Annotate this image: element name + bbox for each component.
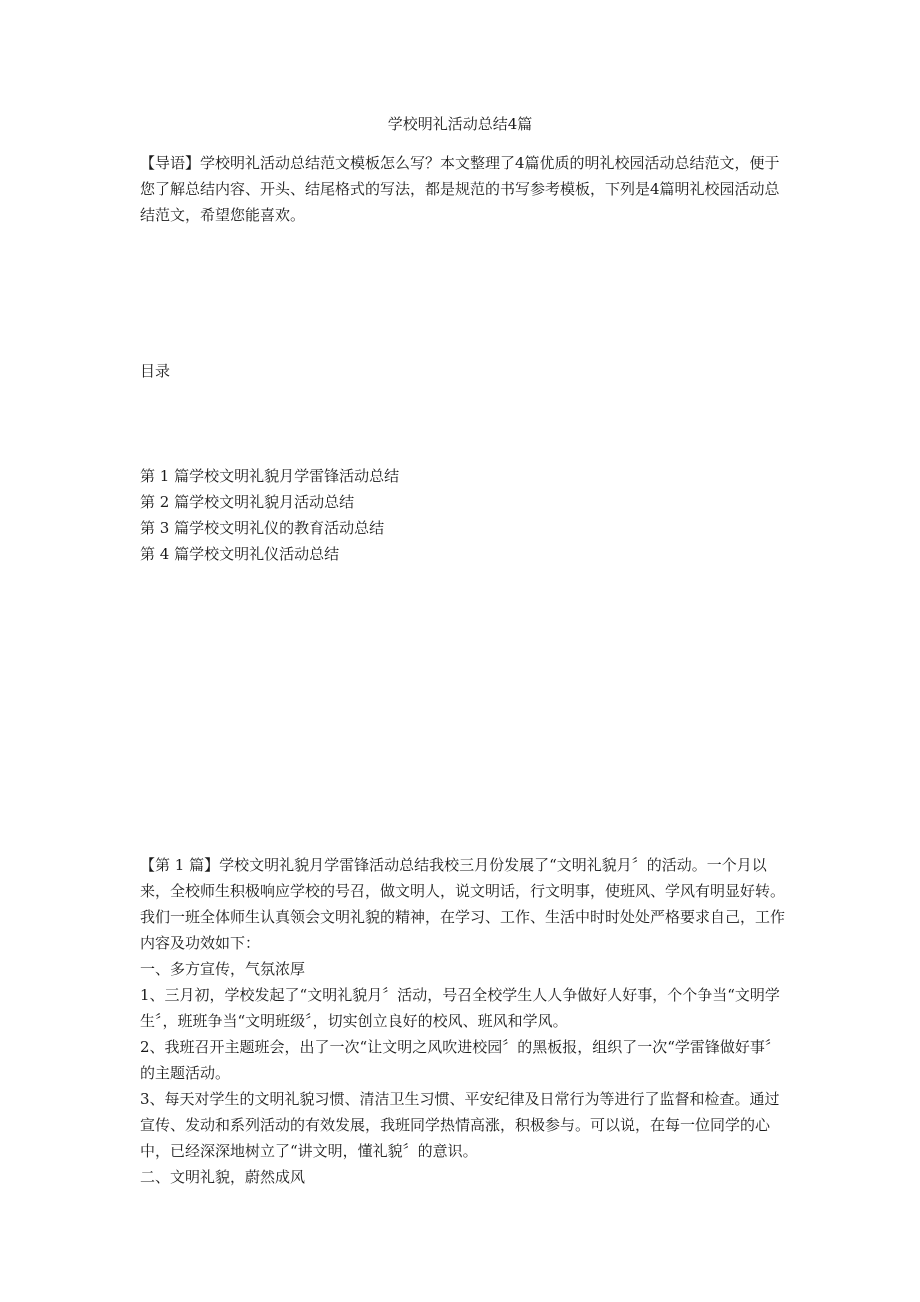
toc-heading: 目录 <box>140 362 171 380</box>
toc-item-3[interactable]: 第 3 篇学校文明礼仪的教育活动总结 <box>140 519 385 537</box>
toc-item-4[interactable]: 第 4 篇学校文明礼仪活动总结 <box>140 545 340 563</box>
article-1-section <box>140 852 792 1190</box>
table-of-contents <box>140 463 399 567</box>
toc-item-1[interactable]: 第 1 篇学校文明礼貌月学雷锋活动总结 <box>140 467 400 485</box>
article-1-opening-paragraph: 【第 1 篇】学校文明礼貌月学雷锋活动总结我校三月份发展了“文明礼貌月〞的活动。一个月以来，全校师生积极响应学校的号召，做文明人，说文明话，行文明事，使班风、学风有明显好转。我们一班全体师生认真领会文明礼貌的精神，在学习、工作、生活中时时处处严格要求自己，工作内容及功效如下： <box>140 856 786 952</box>
section-heading-2: 二、文明礼貌，蔚然成风 <box>140 1168 306 1186</box>
list-item: 1、三月初，学校发起了“文明礼貌月〞活动，号召全校学生人人争做好人好事，个个争当“文明学生〞，班班争当“文明班级〞，切实创立良好的校风、班风和学风。 <box>140 986 780 1030</box>
document-title: 学校明礼活动总结4篇 <box>387 115 533 133</box>
toc-item-2[interactable]: 第 2 篇学校文明礼貌月活动总结 <box>140 493 355 511</box>
list-item: 2、我班召开主题班会，出了一次“让文明之风吹进校园〞的黑板报，组织了一次“学雷锋做好事〞的主题活动。 <box>140 1038 780 1082</box>
list-item: 3、每天对学生的文明礼貌习惯、清洁卫生习惯、平安纪律及日常行为等进行了监督和检查。通过宣传、发动和系列活动的有效发展，我班同学热情高涨，积极参与。可以说，在每一位同学的心中，已经深深地树立了“讲文明，懂礼貌〞的意识。 <box>140 1090 780 1160</box>
section-heading-1: 一、多方宣传，气氛浓厚 <box>140 960 306 978</box>
intro-paragraph: 【导语】学校明礼活动总结范文模板怎么写？本文整理了4篇优质的明礼校园活动总结范文，便于您了解总结内容、开头、结尾格式的写法，都是规范的书写参考模板，下列是4篇明礼校园活动总结范文，希望您能喜欢。 <box>140 154 780 224</box>
